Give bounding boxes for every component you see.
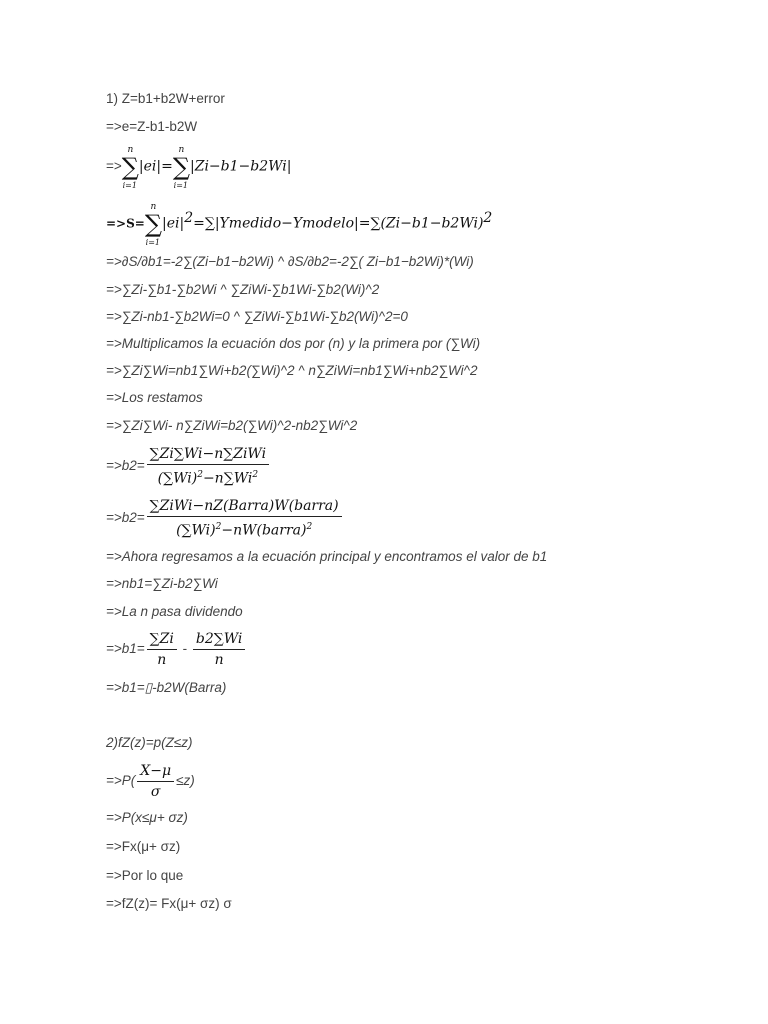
divide-step: =>La n pasa dividendo: [106, 604, 243, 619]
multiplied-equations: =>∑Zi∑Wi=nb1∑Wi+b2(∑Wi)^2 ^ n∑ZiWi=nb1∑Wi+nb2∑Wi^2: [106, 363, 478, 378]
b1-intro: =>Ahora regresamos a la ecuación principal y encontramos el valor de b1: [106, 549, 548, 564]
fraction: $\frac{\text{∑Zi∑Wi−n∑ZiWi}}{(\sum Wi)^2-n\sum Wi^2}$: [147, 445, 269, 488]
b2-formula-2: =>b2= $\frac{\text{∑ZiWi−nZ(Barra)W(barra)}}{(\sum Wi)^2-nW(barra)^2}$: [106, 497, 344, 540]
sum-symbol: ∑ n i=1: [144, 201, 162, 247]
abs-ei: |ei|=: [138, 158, 173, 175]
probability-step: =>P(x≤μ+ σz): [106, 810, 188, 825]
abs-sum-equation: [106, 145, 292, 190]
sum-symbol: ∑ n i=1: [121, 145, 139, 190]
error-equation: =>e=Z-b1-b2W: [106, 119, 198, 134]
standardized-probability: =>P( $\frac{X-\mu}{\sigma}$ ≤z): [106, 763, 195, 800]
normal-equations-2: =>∑Zi-nb1-∑b2Wi=0 ^ ∑ZiWi-∑b1Wi-∑b2(Wi)^2=0: [106, 309, 408, 324]
sse-equation: =>S=∑ n i=1 $|ei|^2=\sum|Ymedido-Ymodelo|=\sum(Zi-b1-b2Wi)^2$: [106, 201, 493, 247]
nb1-equation: =>nb1=∑Zi-b2∑Wi: [106, 576, 218, 591]
fraction: $\frac{\text{∑ZiWi−nZ(Barra)W(barra)}}{(\sum Wi)^2-nW(barra)^2}$: [147, 497, 342, 540]
partial-derivatives: =>∂S/∂b1=-2∑(Zi−b1−b2Wi) ^ ∂S/∂b2=-2∑( Zi−b1−b2Wi)*(Wi): [106, 254, 474, 269]
b1-formula: =>b1= $\frac{\sum Zi}{n}$ - $\frac{b2\sum Wi}{n}$: [106, 630, 247, 669]
sse-expansion: =∑|Ymedido−Ymodelo|=∑(Zi−b1−b2Wi): [193, 215, 484, 232]
fraction: $\frac{\sum Zi}{n}$: [147, 630, 177, 669]
abs-residual: |Zi−b1−b2Wi|: [190, 158, 292, 175]
fx-step: =>Fx(μ+ σz): [106, 839, 181, 854]
sum-symbol: ∑ n i=1: [172, 145, 190, 190]
b1-result: =>b1=▯-b2W(Barra): [106, 680, 227, 695]
s-prefix: =>S=: [106, 216, 145, 231]
therefore-text: =>Por lo que: [106, 868, 184, 883]
multiply-step: =>Multiplicamos la ecuación dos por (n) y la primera por (∑Wi): [106, 336, 481, 351]
fraction: $\frac{X-\mu}{\sigma}$: [137, 762, 174, 801]
subtract-step: =>Los restamos: [106, 390, 203, 405]
fraction: $\frac{b2\sum Wi}{n}$: [193, 630, 245, 669]
subtracted-equation: =>∑Zi∑Wi- n∑ZiWi=b2(∑Wi)^2-nb2∑Wi^2: [106, 418, 358, 433]
normal-equations-1: =>∑Zi-∑b1-∑b2Wi ^ ∑ZiWi-∑b1Wi-∑b2(Wi)^2: [106, 282, 380, 297]
model-equation: 1) Z=b1+b2W+error: [106, 91, 225, 106]
b2-formula-1: =>b2= $\frac{\text{∑Zi∑Wi−n∑ZiWi}}{(\sum Wi)^2-n\sum Wi^2}$: [106, 445, 271, 488]
cdf-definition: 2)fZ(z)=p(Z≤z): [106, 735, 193, 750]
final-density: =>fZ(z)= Fx(μ+ σz) σ: [106, 896, 232, 911]
arrow-prefix: =>: [106, 158, 122, 174]
